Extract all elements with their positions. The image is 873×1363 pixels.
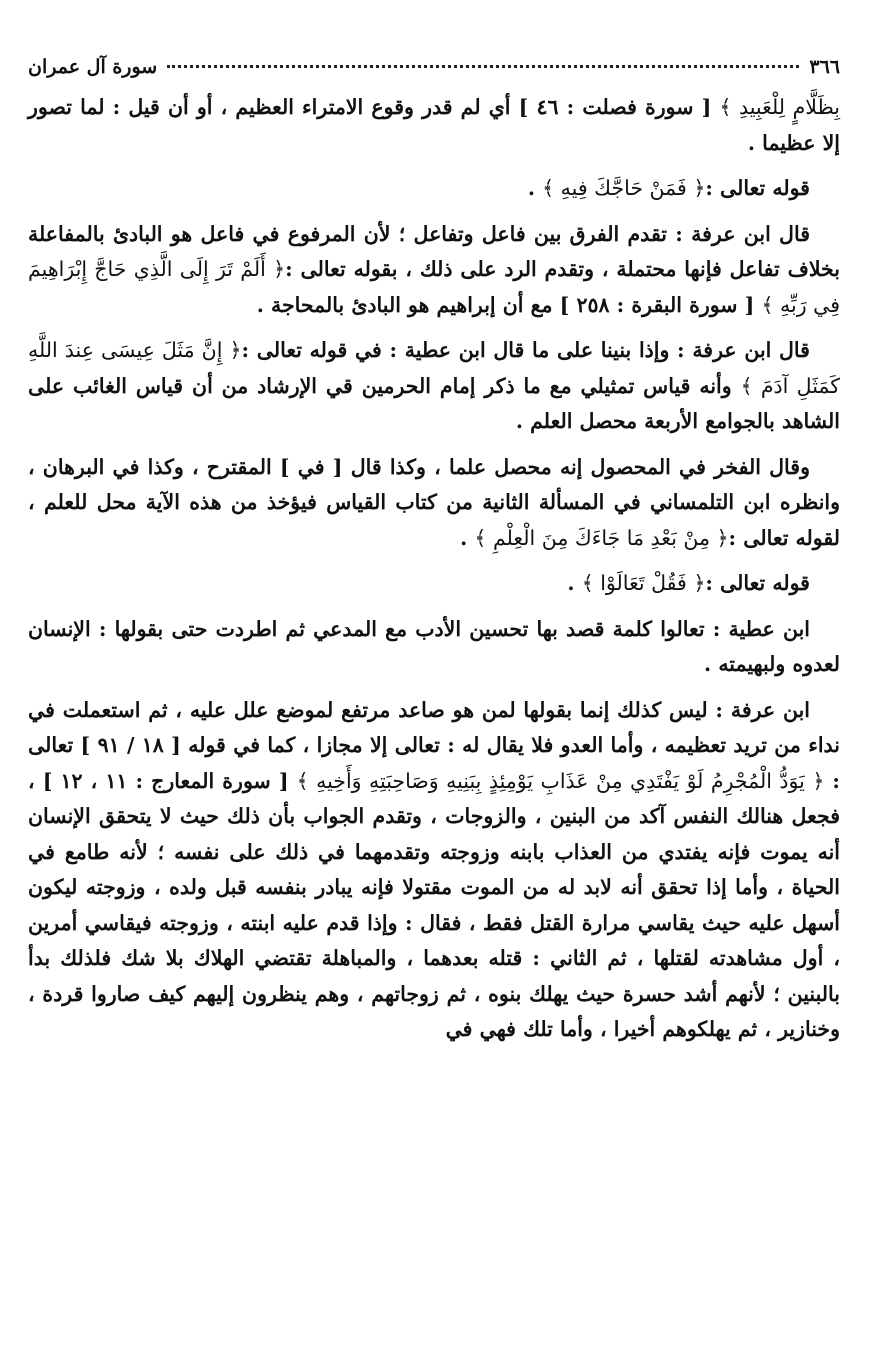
quran-quote: ﴿ أَلَمْ تَرَ إِلَى الَّذِي حَاجَّ إِبْرَاهِيمَ فِي رَبِّهِ ﴾ <box>28 257 840 317</box>
page-body <box>28 90 840 1048</box>
commentary-text: [ سورة المعارج : ١١ ، ١٢ ] ، فجعل هنالك النفس آكد من البنين ، والزوجات ، وتقدم الجواب بأن ذلك حيث لا يتحقق الإنسان أنه يموت فإنه يفتدي من العذاب بابنه وزوجته وتقدمهما في ذلك على نفسه ؛ لأنه طامع في الحياة ، وأما إذا تحقق أنه لابد له من الموت مقتولا فإنه يبادر بنفسه قبل ولده ، وزوجته ليكون أسهل عليه حيث يقاسي مرارة القتل فقط ، فقال : وإذا قدم عليه ابنته ، وزوجته فيقاسي أمرين ، أول مشاهدته لقتلها ، ثم الثاني : قتله بعدهما ، والمباهلة تقتضي الهلاك بلا شك فلذلك بدأ بالبنين ؛ لأنهم أشد حسرة حيث يهلك بنوه ، ثم زوجاتهم ، وهم ينظرون إليهم كيف صاروا قردة ، وخنازير ، ثم يهلكوهم أخيرا ، وأما تلك فهي في <box>28 768 840 1041</box>
paragraph <box>28 566 840 602</box>
commentary-text: ابن عرفة : ليس كذلك إنما بقولها لمن هو صاعد مرتفع لموضع علل عليه ، ثم استعملت في نداء من تريد تعظيمه ، وأما العدو فلا يقال له : تعالى إلا مجازا ، كما في قوله [ ١٨ / ٩١ ] تعالى : <box>28 697 840 793</box>
header-dotted-leader <box>167 65 799 68</box>
paragraph <box>28 450 840 557</box>
paragraph <box>28 217 840 324</box>
quran-quote: ﴿ إِنَّ مَثَلَ عِيسَى عِندَ اللَّهِ كَمَثَلِ آدَمَ ﴾ <box>28 338 840 398</box>
commentary-text: وقال الفخر في المحصول إنه محصل علما ، وكذا قال [ في ] المقترح ، وكذا في البرهان ، وانظره ابن التلمساني في المسألة الثانية من كتاب القياس فيؤخذ من هذه الآية محل للعلم ، لقوله تعالى : <box>28 454 840 550</box>
commentary-text: ابن عطية : تعالوا كلمة قصد بها تحسين الأدب مع المدعي ثم اطردت حتى بقولها : الإنسان لعدوه ولبهيمته . <box>28 616 840 676</box>
quran-quote: ﴿ فَمَنْ حَاجَّكَ فِيهِ ﴾ <box>542 176 706 200</box>
commentary-text: . <box>460 525 475 550</box>
commentary-text: قال ابن عرفة : وإذا بنينا على ما قال ابن عطية : في قوله تعالى : <box>241 338 810 362</box>
paragraph <box>28 333 840 440</box>
commentary-text: قال ابن عرفة : تقدم الفرق بين فاعل وتفاعل ؛ لأن المرفوع في فاعل هو البادئ بالمفاعلة بخلاف تفاعل فإنها محتملة ، وتقدم الرد على ذلك ، بقوله تعالى : <box>28 221 840 281</box>
page-number: ٣٦٦ <box>809 56 840 78</box>
commentary-text: قوله تعالى : <box>705 571 810 595</box>
paragraph <box>28 171 840 207</box>
commentary-text: . <box>527 176 543 200</box>
commentary-text: . <box>567 571 582 595</box>
quran-quote: ﴿ فَقُلْ تَعَالَوْا ﴾ <box>581 571 706 595</box>
paragraph <box>28 90 840 161</box>
quran-quote: ﴿ يَوَدُّ الْمُجْرِمُ لَوْ يَفْتَدِي مِنْ عَذَابِ يَوْمِئِذٍ بِبَنِيهِ وَصَاحِبَتِهِ وَأَخِيهِ ﴾ <box>296 768 825 793</box>
surah-title: سورة آل عمران <box>28 56 158 78</box>
paragraph <box>28 693 840 1048</box>
quran-quote: بِظَلَّامٍ لِلْعَبِيدِ ﴾ <box>719 95 841 119</box>
quran-quote: ﴿ مِنْ بَعْدِ مَا جَاءَكَ مِنَ الْعِلْمِ ﴾ <box>474 525 729 550</box>
commentary-text: [ سورة فصلت : ٤٦ ] أي لم قدر وقوع الامتراء العظيم ، أو أن قيل : لما تصور إلا عظيما . <box>28 95 840 155</box>
commentary-text: [ سورة البقرة : ٢٥٨ ] مع أن إبراهيم هو البادئ بالمحاجة . <box>256 292 762 317</box>
commentary-text: قوله تعالى : <box>705 176 810 200</box>
commentary-text: وأنه قياس تمثيلي مع ما ذكر إمام الحرمين قي الإرشاد من أن قياس الغائب على الشاهد بالجوامع الأربعة محصل العلم . <box>28 373 840 433</box>
paragraph <box>28 612 840 683</box>
book-page <box>28 56 840 1058</box>
running-header <box>28 56 840 84</box>
